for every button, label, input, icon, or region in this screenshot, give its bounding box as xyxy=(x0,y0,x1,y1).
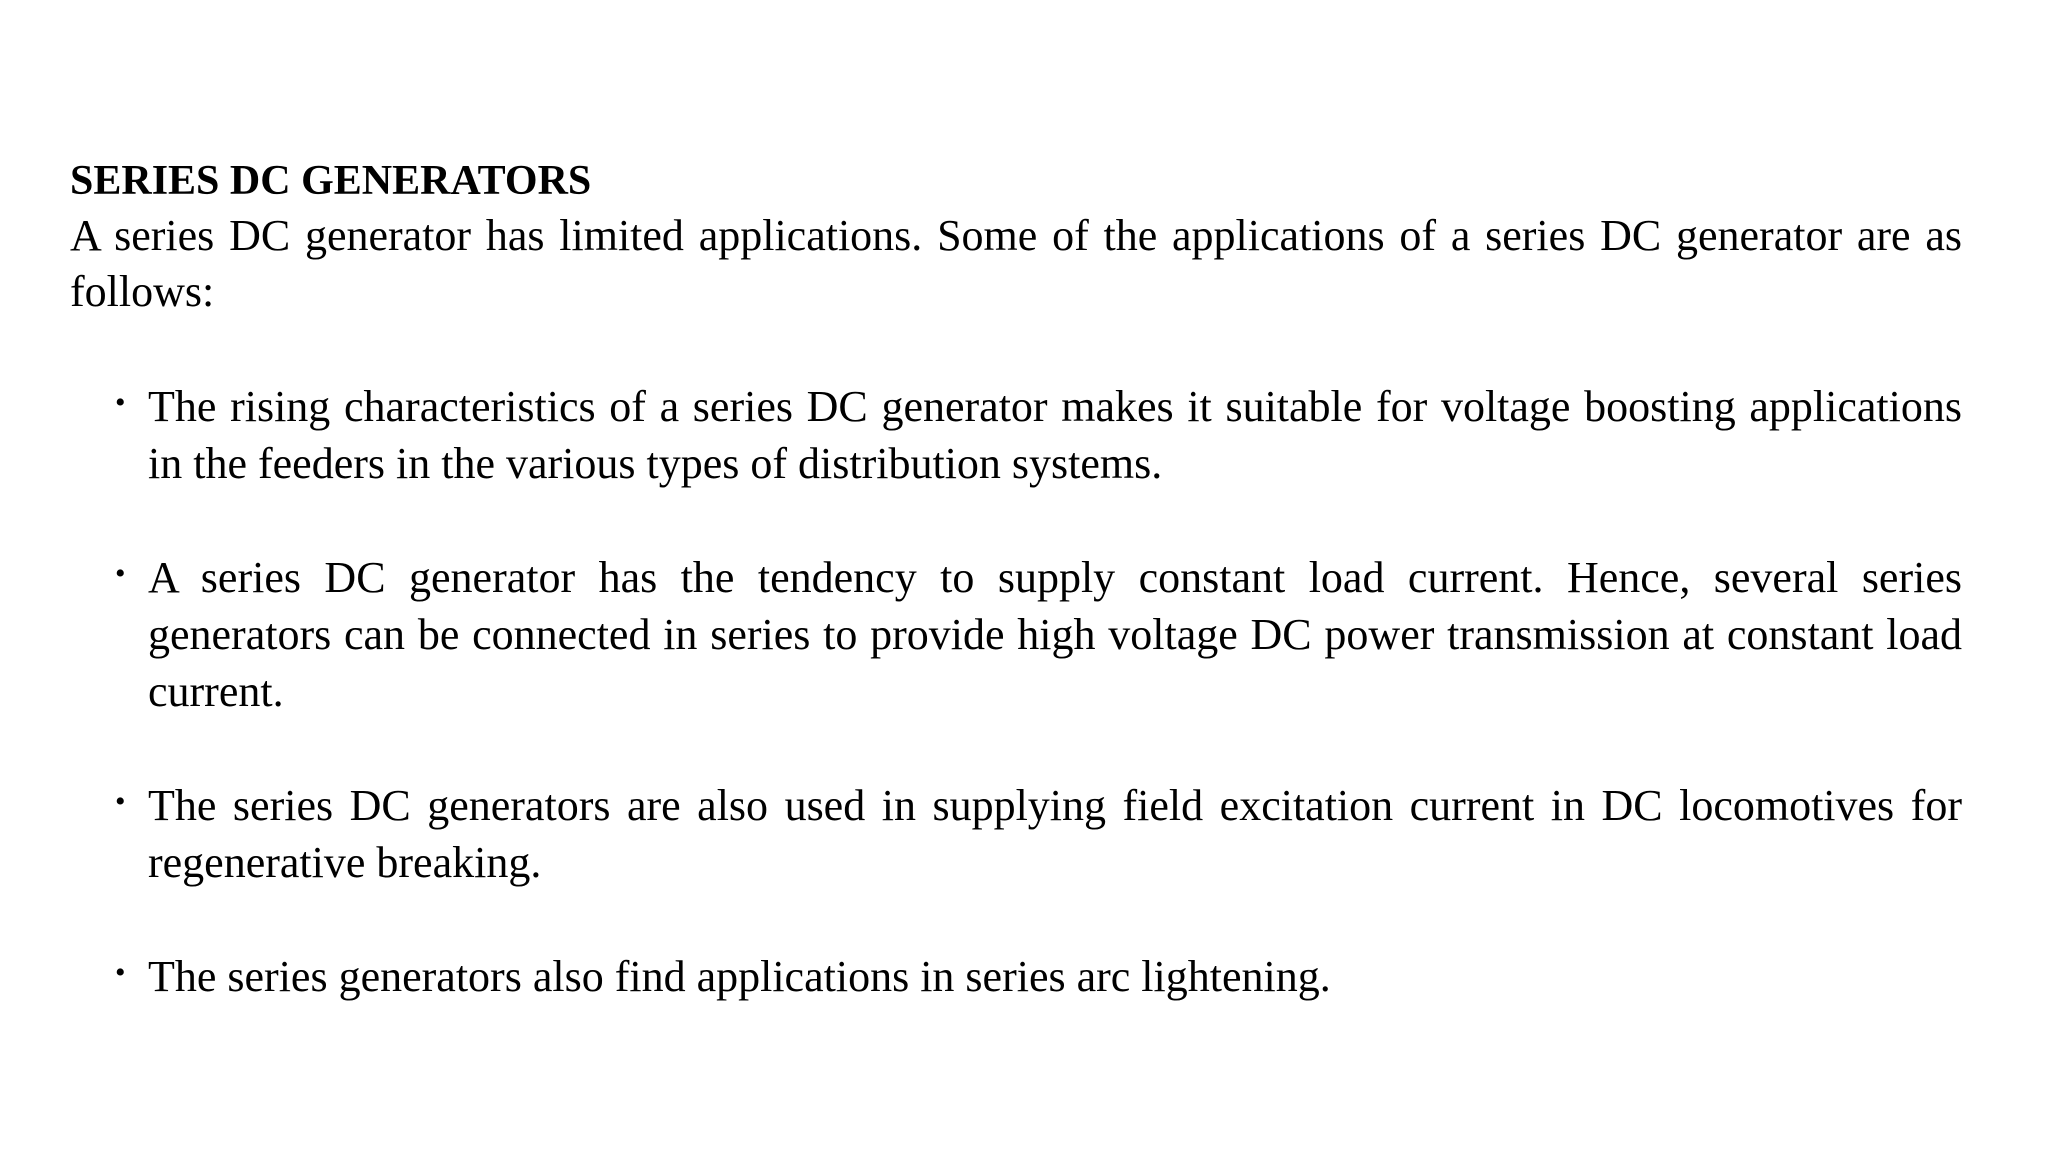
list-item-text: The rising characteristics of a series DC generator makes it suitable for voltage boosting applications in the feeders in the various types of distribution systems. xyxy=(148,382,1962,488)
document-slide xyxy=(70,154,1962,1062)
applications-list xyxy=(70,378,1962,1005)
bullet-icon: • xyxy=(115,785,126,818)
bullet-icon: • xyxy=(115,386,126,419)
list-item xyxy=(70,378,1962,492)
list-item xyxy=(70,549,1962,720)
list-item-text: The series generators also find applications in series arc lightening. xyxy=(148,952,1331,1001)
list-item-text: A series DC generator has the tendency to supply constant load current. Hence, several series generators can be connected in series to provide high voltage DC power transmission at constant load current. xyxy=(148,553,1962,716)
list-item xyxy=(70,777,1962,891)
document-heading: SERIES DC GENERATORS xyxy=(70,158,592,204)
list-item xyxy=(70,948,1962,1005)
bullet-icon: • xyxy=(115,956,126,989)
list-item-text: The series DC generators are also used in supplying field excitation current in DC locomotives for regenerative breaking. xyxy=(148,781,1962,887)
intro-paragraph: A series DC generator has limited applications. Some of the applications of a series DC generator are as follows: xyxy=(70,211,1962,316)
bullet-icon: • xyxy=(115,557,126,590)
